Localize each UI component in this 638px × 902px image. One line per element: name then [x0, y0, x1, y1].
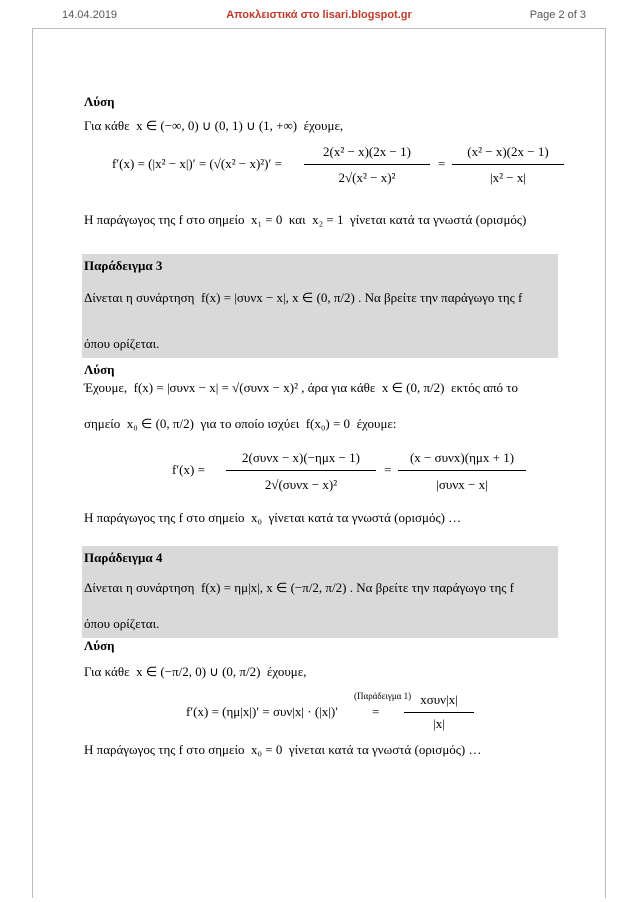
fraction-denominator: |x² − x| [490, 170, 526, 185]
fraction-denominator: 2√(συνx − x)² [264, 477, 338, 492]
header-site: Αποκλειστικά στο lisari.blogspot.gr [226, 9, 412, 21]
fraction-numerator: (x² − x)(2x − 1) [467, 144, 549, 159]
page-header [0, 0, 638, 22]
header-page-number: Page 2 of 3 [529, 9, 586, 21]
solution-text: Για κάθε x ∈ (−π/2, 0) ∪ (0, π/2) έχουμε, [84, 664, 307, 679]
fraction-numerator: 2(συνx − x)(−ημx − 1) [242, 450, 360, 465]
solution-text: Για κάθε x ∈ (−∞, 0) ∪ (0, 1) ∪ (1, +∞) έχουμε, [84, 118, 344, 133]
solution-conclusion: Η παράγωγος της f στο σημείο x₀ γίνεται κατά τα γνωστά (ορισμός) … [84, 510, 462, 525]
function-definition: f(x) = ημ|x|, x ∈ (−π/2, π/2) [200, 580, 347, 595]
example-title: Παράδειγμα 4 [84, 550, 163, 565]
fraction-bar [304, 164, 430, 165]
fraction-numerator: (x − συνx)(ημx + 1) [409, 450, 515, 465]
fraction-bar [404, 712, 474, 713]
fraction-numerator: xσυν|x| [420, 692, 458, 707]
example-statement: Δίνεται η συνάρτηση f(x) = |συνx − x|, x ∈ (0, π/2) . Να βρείτε την παράγωγο της f [84, 290, 523, 305]
solution-text: σημείο x₀ ∈ (0, π/2) για το οποίο ισχύει f(x₀) = 0 έχουμε: [84, 416, 397, 431]
derivative-lhs: f′(x) = (|x² − x|)′ = (√(x² − x)²)′ = [112, 156, 282, 171]
equals-sign: = [372, 704, 380, 719]
solution-heading: Λύση [84, 638, 115, 653]
derivative-expression: f′(x) = (ημ|x|)′ = συν|x| · (|x|)′ [186, 704, 339, 719]
fraction-numerator: 2(x² − x)(2x − 1) [323, 144, 411, 159]
example-statement-cont: όπου ορίζεται. [84, 616, 160, 631]
equals-sign: = [384, 462, 392, 477]
header-date: 14.04.2019 [62, 9, 118, 21]
reference-note: (Παράδειγμα 1) [354, 691, 412, 701]
solution-conclusion: Η παράγωγος της f στο σημείο x₁ = 0 και x₂ = 1 γίνεται κατά τα γνωστά (ορισμός) [84, 212, 527, 227]
fraction-denominator: |x| [433, 716, 445, 731]
fraction-bar [226, 470, 376, 471]
example-title: Παράδειγμα 3 [84, 258, 163, 273]
solution-heading: Λύση [84, 362, 115, 377]
solution-conclusion: Η παράγωγος της f στο σημείο x₀ = 0 γίνεται κατά τα γνωστά (ορισμός) … [84, 742, 482, 757]
derivative-lhs: f′(x) = [172, 462, 205, 477]
solution-heading: Λύση [84, 94, 115, 109]
example-statement: Δίνεται η συνάρτηση f(x) = ημ|x|, x ∈ (−π/2, π/2) . Να βρείτε την παράγωγο της f [84, 580, 515, 595]
fraction-denominator: 2√(x² − x)² [338, 170, 396, 185]
equals-sign: = [438, 156, 446, 171]
function-definition: f(x) = |συνx − x|, x ∈ (0, π/2) [200, 290, 355, 305]
fraction-bar [452, 164, 564, 165]
solution-text: Έχουμε, f(x) = |συνx − x| = √(συνx − x)² , άρα για κάθε x ∈ (0, π/2) εκτός από το [84, 380, 518, 395]
domain-set: x ∈ (−∞, 0) ∪ (0, 1) ∪ (1, +∞) [136, 118, 298, 133]
example-statement-cont: όπου ορίζεται. [84, 336, 160, 351]
fraction-bar [398, 470, 526, 471]
fraction-denominator: |συνx − x| [436, 477, 488, 492]
